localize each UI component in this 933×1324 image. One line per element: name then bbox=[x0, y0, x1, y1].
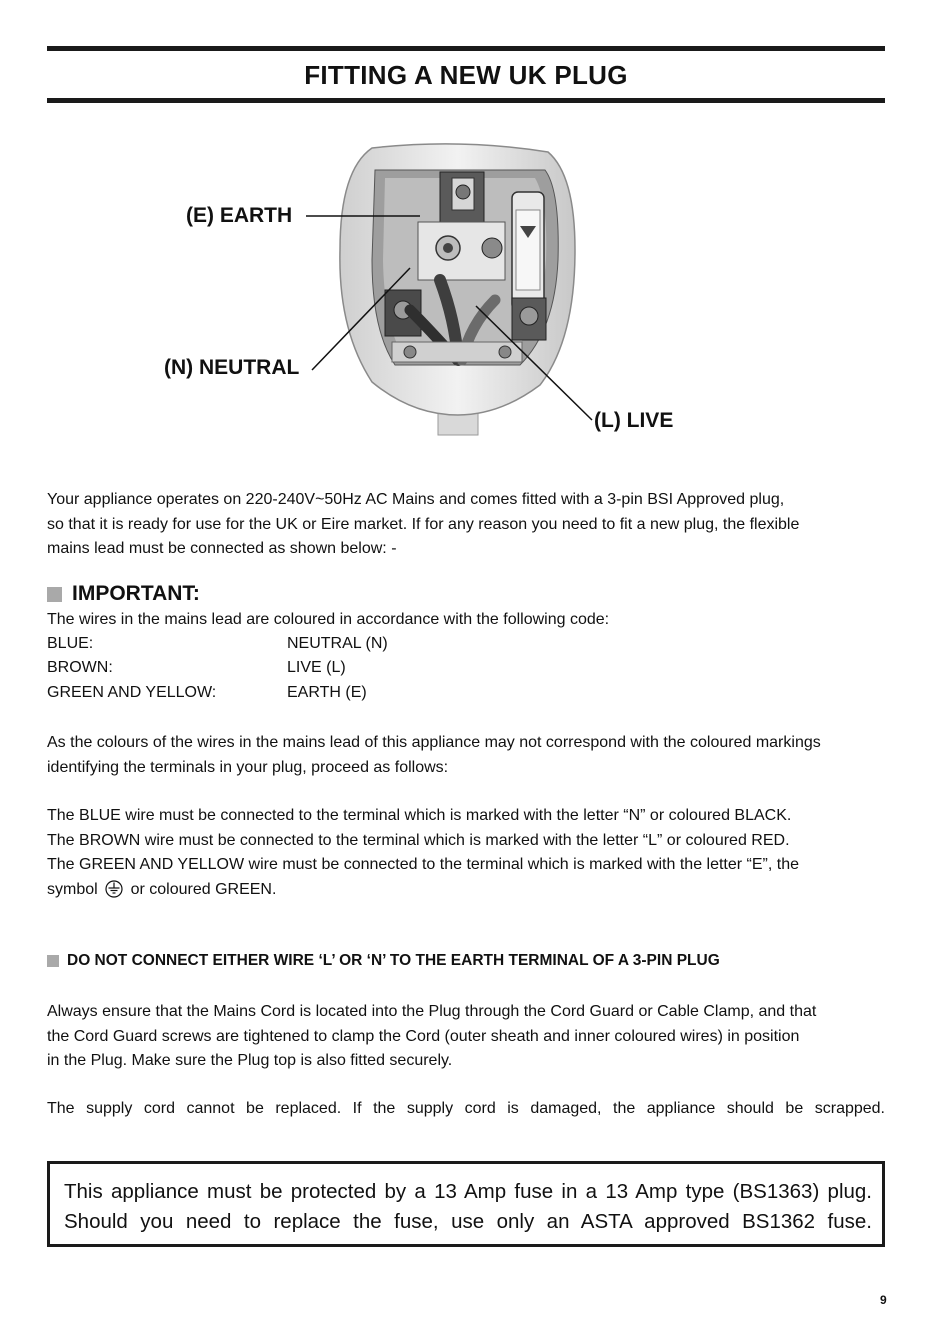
intro-line: so that it is ready for use for the UK or Eire market. If for any reason you need to fit a new plug, the flexible bbox=[47, 515, 800, 533]
important-heading bbox=[47, 582, 200, 606]
wire-colour: GREEN AND YELLOW: bbox=[47, 684, 217, 701]
page-title: FITTING A NEW UK PLUG bbox=[304, 60, 628, 90]
wire-terminal: NEUTRAL (N) bbox=[287, 635, 388, 652]
live-label: (L) LIVE bbox=[594, 409, 674, 432]
intro-line: Your appliance operates on 220-240V~50Hz AC Mains and comes fitted with a 3-pin BSI Approved plug, bbox=[47, 491, 785, 508]
wire-colour: BLUE: bbox=[47, 635, 94, 652]
square-bullet-icon bbox=[47, 955, 59, 967]
important-lead-text: The wires in the mains lead are coloured in accordance with the following code: bbox=[47, 611, 610, 628]
top-rule bbox=[47, 46, 885, 51]
instructions-paragraph bbox=[47, 804, 885, 902]
neutral-label: (N) NEUTRAL bbox=[164, 356, 300, 379]
important-heading-text: IMPORTANT: bbox=[72, 582, 200, 605]
fuse-notice-line: This appliance must be protected by a 13 Amp fuse in a 13 Amp type (BS1363) plug. bbox=[64, 1180, 872, 1203]
wire-terminal: LIVE (L) bbox=[287, 659, 346, 676]
instruction-brown: The BROWN wire must be connected to the terminal which is marked with the letter “L” or coloured RED. bbox=[47, 831, 790, 849]
instruction-green: The GREEN AND YELLOW wire must be connected to the terminal which is marked with the letter “E”, the bbox=[47, 856, 800, 873]
cord-line: in the Plug. Make sure the Plug top is also fitted securely. bbox=[47, 1052, 453, 1069]
instruction-symbol-line bbox=[47, 878, 885, 903]
cord-line: Always ensure that the Mains Cord is located into the Plug through the Cord Guard or Cable Clamp, and that bbox=[47, 1003, 817, 1020]
proceed-paragraph bbox=[47, 731, 885, 780]
title-underline bbox=[47, 98, 885, 103]
fuse-notice-line: Should you need to replace the fuse, use only an ASTA approved BS1362 fuse. bbox=[64, 1210, 872, 1233]
symbol-rest: or coloured GREEN. bbox=[130, 880, 277, 898]
earth-warning bbox=[47, 952, 720, 970]
fuse-notice-box bbox=[47, 1161, 885, 1247]
intro-paragraph bbox=[47, 488, 885, 562]
warning-text: DO NOT CONNECT EITHER WIRE ‘L’ OR ‘N’ TO THE EARTH TERMINAL OF A 3-PIN PLUG bbox=[67, 952, 720, 969]
supply-paragraph bbox=[47, 1097, 885, 1122]
instruction-blue: The BLUE wire must be connected to the terminal which is marked with the letter “N” or coloured BLACK. bbox=[47, 807, 792, 824]
earth-ground-icon bbox=[105, 880, 123, 898]
important-lead bbox=[47, 608, 885, 633]
cord-paragraph bbox=[47, 1000, 885, 1074]
proceed-line: identifying the terminals in your plug, proceed as follows: bbox=[47, 758, 449, 776]
wire-terminal: EARTH (E) bbox=[287, 684, 367, 701]
cord-line: the Cord Guard screws are tightened to clamp the Cord (outer sheath and inner coloured wires) in position bbox=[47, 1027, 800, 1045]
symbol-word: symbol bbox=[47, 880, 98, 898]
plug-diagram bbox=[0, 130, 933, 450]
square-bullet-icon bbox=[47, 587, 62, 602]
wire-colour: BROWN: bbox=[47, 659, 113, 676]
intro-line: mains lead must be connected as shown below: - bbox=[47, 540, 397, 557]
page-number: 9 bbox=[880, 1293, 887, 1307]
earth-label: (E) EARTH bbox=[186, 204, 293, 227]
proceed-line: As the colours of the wires in the mains lead of this appliance may not correspond with the coloured markings bbox=[47, 734, 821, 751]
plug-illustration bbox=[0, 130, 933, 450]
supply-text: The supply cord cannot be replaced. If the supply cord is damaged, the appliance should be scrapped. bbox=[47, 1100, 885, 1117]
